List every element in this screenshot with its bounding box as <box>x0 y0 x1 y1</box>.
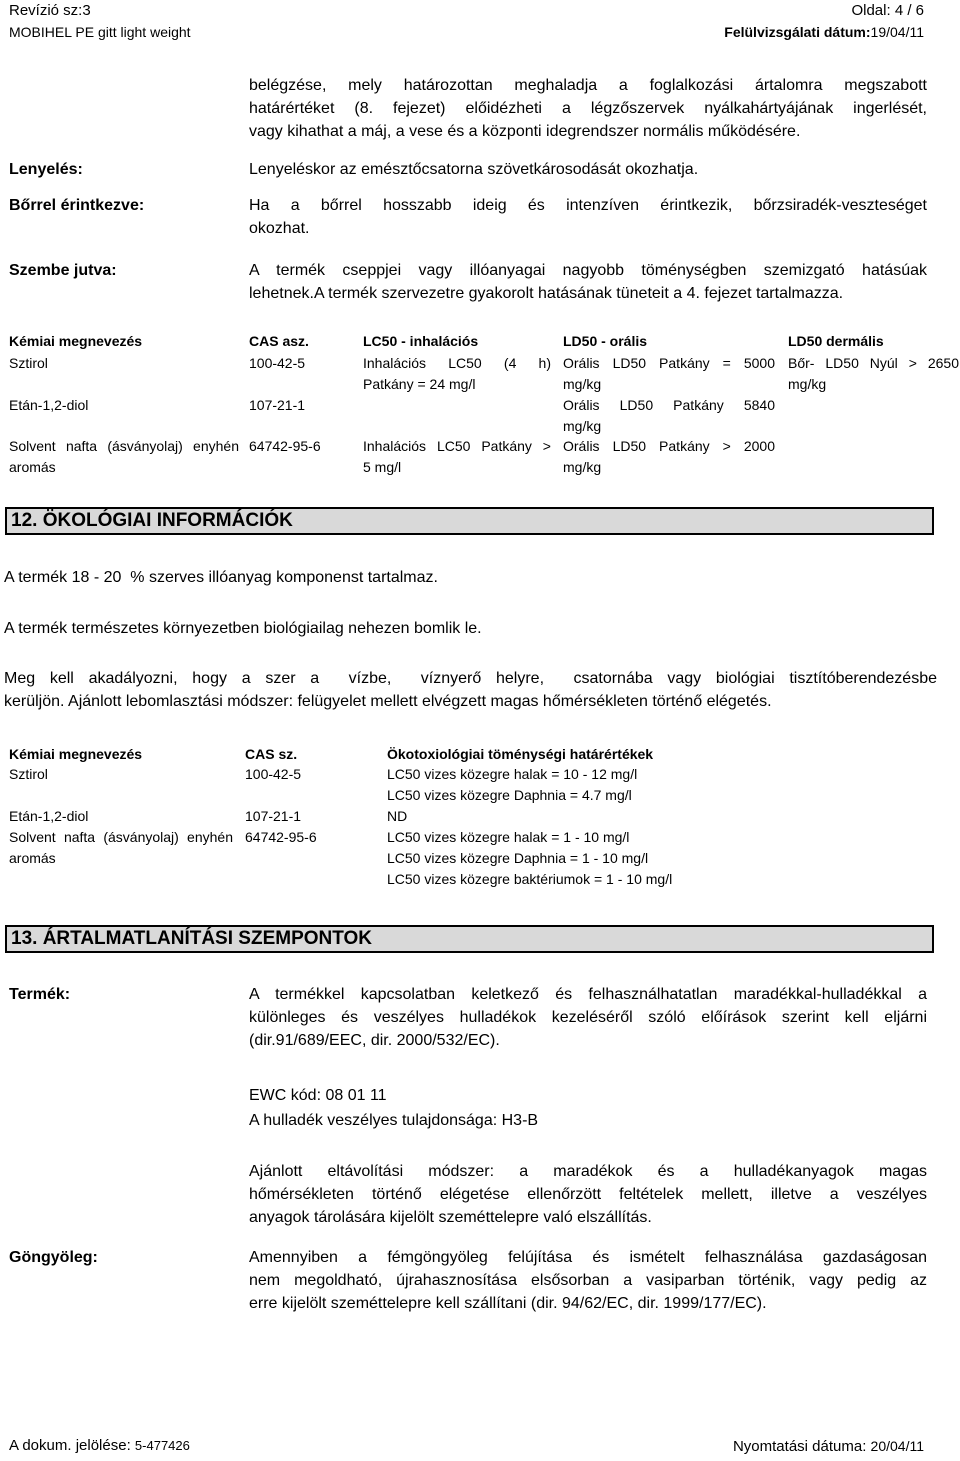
eco-values: ND <box>387 808 408 824</box>
table-row: Solvent nafta (ásványolaj) enyhén aromás <box>9 438 239 475</box>
revision-number: Revízió sz:3 <box>9 2 91 19</box>
product-name: MOBIHEL PE gitt light weight <box>9 24 191 40</box>
ld50-oral-value: Orális LD50 Patkány 5840 mg/kg <box>563 397 775 434</box>
product-disposal-label: Termék: <box>9 986 71 1003</box>
print-date: Nyomtatási dátuma: 20/04/11 <box>732 1438 924 1455</box>
cas-number: 64742-95-6 <box>249 438 321 454</box>
cas-number: 64742-95-6 <box>245 829 317 845</box>
table-header-name: Kémiai megnevezés <box>9 333 143 349</box>
lc50-value: Inhalációs LC50 (4 h) Patkány = 24 mg/l <box>363 355 551 392</box>
packaging-text: Amennyiben a fémgöngyöleg felújítása és ismételt felhasználása gazdaságosan nem megoldható, újrahasznosítása elsősorban a vasiparban történik, vagy pedig az erre kijelölt szeméttelepre kell szállítani (dir. 94/62/EC, dir. 1999/177/EC). <box>249 1249 927 1312</box>
table-row: Etán-1,2-diol <box>9 808 89 824</box>
review-date: Felülvizsgálati dátum:19/04/11 <box>724 24 924 40</box>
organic-content-text: A termék 18 - 20 % szerves illóanyag komponenst tartalmaz. <box>4 569 438 586</box>
table-row: Etán-1,2-diol <box>9 397 89 413</box>
table-header-ld50-oral: LD50 - orális <box>563 333 648 349</box>
ewc-code: EWC kód: 08 01 11 <box>249 1087 387 1104</box>
document-id: A dokum. jelölése: 5-477426 <box>9 1437 190 1454</box>
disposal-method-text: Ajánlott eltávolítási módszer: a maradékok és a hulladékanyagok magas hőmérsékleten történő elégetése ellenőrzött feltételek mellett, illetve a veszélyes anyagok tárolására kijelölt szeméttelepre való elszállítás. <box>249 1163 927 1226</box>
table-header-ld50-dermal: LD50 dermális <box>788 333 884 349</box>
table-header-name: Kémiai megnevezés <box>9 746 143 762</box>
table-header-cas: CAS sz. <box>245 746 298 762</box>
skin-contact-text: Ha a bőrrel hosszabb ideig és intenzíven érintkezik, bőrzsiradék-veszteséget okozhat. <box>249 197 927 237</box>
eye-contact-label: Szembe jutva: <box>9 262 117 279</box>
eco-values: LC50 vizes közegre halak = 1 - 10 mg/l LC50 vizes közegre Daphnia = 1 - 10 mg/l LC50 vizes közegre baktériumok = 1 - 10 mg/l <box>387 829 673 887</box>
inhalation-continuation: belégzése, mely határozottan meghaladja a foglalkozási ártalomra megszabott határértéket (8. fejezet) előidézheti a légzőszervek nyálkahártyájának ingerlését, vagy kihathat a máj, a vese és a központi idegrendszer normális működésére. <box>249 77 927 140</box>
section-12-heading: 12. ÖKOLÓGIAI INFORMÁCIÓK <box>5 507 934 535</box>
ingestion-text: Lenyeléskor az emésztőcsatorna szövetkárosodását okozhatja. <box>249 161 699 178</box>
ingestion-label: Lenyelés: <box>9 161 83 178</box>
cas-number: 107-21-1 <box>245 808 302 824</box>
ld50-oral-value: Orális LD50 Patkány = 5000 mg/kg <box>563 355 775 392</box>
cas-number: 100-42-5 <box>245 766 302 782</box>
lc50-value: Inhalációs LC50 Patkány > 5 mg/l <box>363 438 551 475</box>
section-13-heading: 13. ÁRTALMATLANÍTÁSI SZEMPONTOK <box>5 925 934 953</box>
table-header-lc50: LC50 - inhalációs <box>363 333 479 349</box>
page-number: Oldal: 4 / 6 <box>851 2 924 19</box>
eye-contact-text: A termék cseppjei vagy illóanyagai nagyobb töménységben szemizgató hatásúak lehetnek.A termék szervezetre gyakorolt hatásának tüneteit a 4. fejezet tartalmazza. <box>249 262 927 302</box>
table-row: Solvent nafta (ásványolaj) enyhén aromás <box>9 829 233 866</box>
skin-contact-label: Bőrrel érintkezve: <box>9 197 145 214</box>
ld50-dermal-value: Bőr- LD50 Nyúl > 2650 mg/kg <box>788 355 959 392</box>
hazard-property: A hulladék veszélyes tulajdonsága: H3-B <box>249 1112 539 1129</box>
eco-values: LC50 vizes közegre halak = 10 - 12 mg/l LC50 vizes közegre Daphnia = 4.7 mg/l <box>387 766 638 803</box>
table-header-eco: Ökotoxiológiai töménységi határértékek <box>387 746 654 762</box>
table-row: Sztirol <box>9 355 48 371</box>
ecotoxicity-table <box>0 744 960 894</box>
table-row: Sztirol <box>9 766 48 782</box>
cas-number: 100-42-5 <box>249 355 306 371</box>
packaging-label: Göngyöleg: <box>9 1249 98 1266</box>
table-header-cas: CAS asz. <box>249 333 309 349</box>
ld50-oral-value: Orális LD50 Patkány > 2000 mg/kg <box>563 438 775 475</box>
toxicity-table <box>0 331 960 491</box>
environmental-precautions-text: Meg kell akadályozni, hogy a szer a vízbe, víznyerő helyre, csatornába vagy biológiai tisztítóberendezésbe kerüljön. Ajánlott lebomlasztási módszer: felügyelet mellett elvégzett magas hőmérsékleten történő elégetés. <box>4 670 937 710</box>
biodegradability-text: A termék természetes környezetben biológiailag nehezen bomlik le. <box>4 620 482 637</box>
cas-number: 107-21-1 <box>249 397 306 413</box>
product-disposal-text: A termékkel kapcsolatban keletkező és felhasználhatatlan maradékkal-hulladékkal a különleges és veszélyes hulladékok kezeléséről szóló előírások szerint kell eljárni (dir.91/689/EEC, dir. 2000/532/EC). <box>249 986 927 1049</box>
